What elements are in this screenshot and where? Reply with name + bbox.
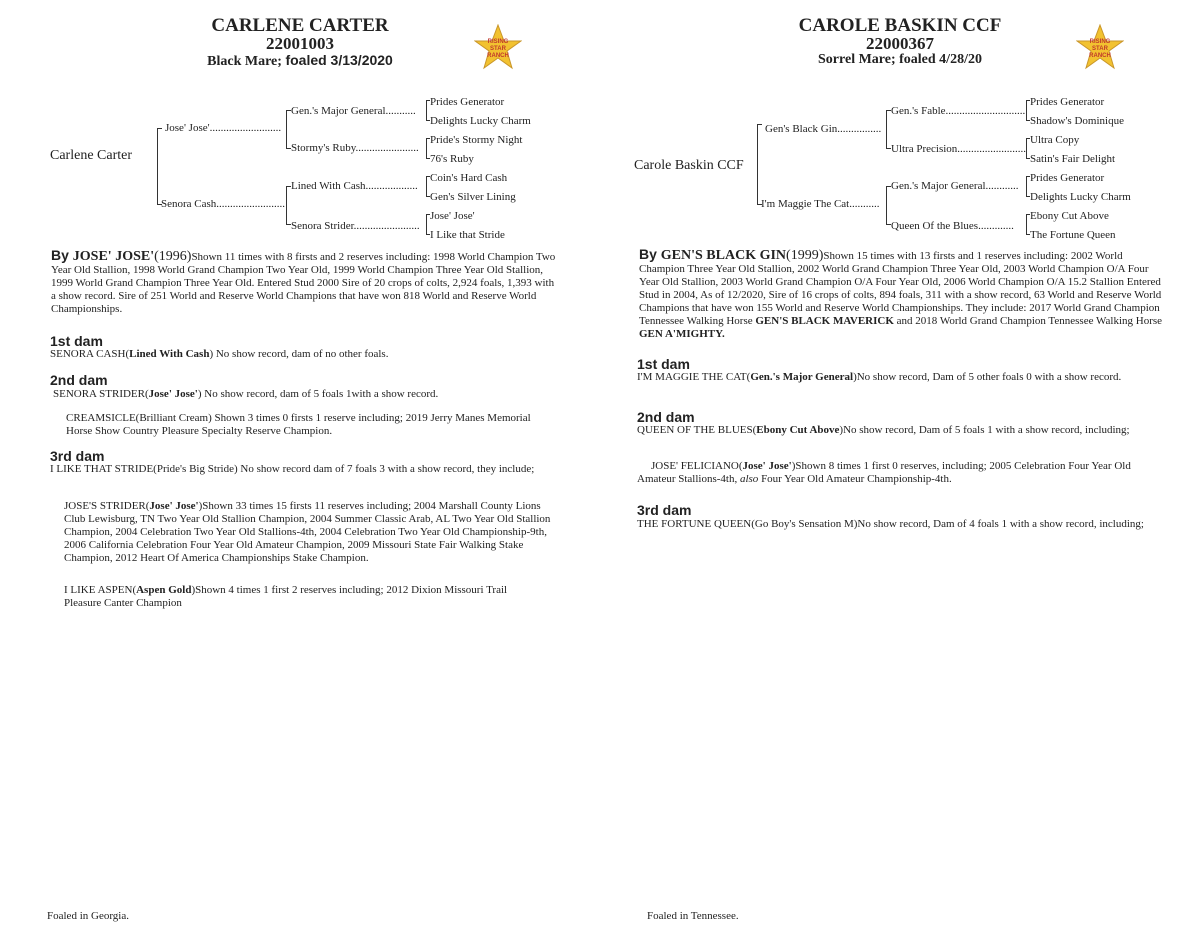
foaled-location: Foaled in Georgia.: [47, 910, 129, 922]
sire-paragraph: By GEN'S BLACK GIN(1999)Shown 15 times with 13 firsts and 1 reserves including: 2002 World Champion Three Year Old Stallion, 2002 World Grand Champion Three Year Old, 2003 World Champion O/A Four Year Old Stallion, 2003 World Grand Champion O/A Four Year Old, 2006 World Champion O/A 15.2 Stallion Entered Stud in 2004, As of 12/2020, Sire of 16 crops of colts, 894 foals, 311 with a show record, 63 World and Reserve World Champions that have won 155 World and Reserve World Championships. They include: 2017 World Grand Champion Tennessee Walking Horse GEN'S BLACK MAVERICK and 2018 World Grand Champion Tennessee Walking Horse GEN A'MIGHTY.: [639, 246, 1163, 340]
pedigree-g3: Delights Lucky Charm: [1030, 191, 1131, 203]
pedigree-g3: Prides Generator: [430, 96, 505, 108]
horse-description: Black Mare; foaled 3/13/2020: [207, 52, 393, 69]
pedigree-sire-dam: Stormy's Ruby.......................: [291, 142, 419, 154]
svg-text:RISING: RISING: [487, 39, 509, 45]
pedigree-sire: Jose' Jose'..........................: [165, 122, 282, 134]
horse-title: CAROLE BASKIN CCF: [798, 15, 1002, 36]
pedigree-g3: Prides Generator: [1030, 96, 1105, 108]
pedigree-g3: Jose' Jose': [430, 210, 475, 222]
pedigree-dam-sire: Gen.'s Major General............: [891, 180, 1019, 192]
pedigree-g3: Coin's Hard Cash: [430, 172, 508, 184]
svg-text:STAR: STAR: [490, 46, 506, 52]
pedigree-g3: Ebony Cut Above: [1030, 210, 1109, 222]
horse-description: Sorrel Mare; foaled 4/28/20: [818, 52, 982, 67]
first-dam-text: I'M MAGGIE THE CAT(Gen.'s Major General)No show record, Dam of 5 other foals 0 with a show record.: [637, 371, 1122, 383]
third-dam-heading: 3rd dam: [50, 448, 105, 464]
pedigree-g3: The Fortune Queen: [1030, 229, 1116, 241]
registration-number: 22000367: [866, 34, 934, 53]
third-dam-text: THE FORTUNE QUEEN(Go Boy's Sensation M)No show record, Dam of 4 foals 1 with a show record, including;: [637, 518, 1144, 530]
second-dam-heading: 2nd dam: [637, 409, 695, 425]
first-dam-heading: 1st dam: [50, 333, 103, 349]
right-page: [600, 0, 1200, 927]
second-dam-produce: JOSE' FELICIANO(Jose' Jose')Shown 8 times 1 first 0 reserves, including; 2005 Celebration Four Year Old Amateur Stallions-4th, also Four Year Old Amateur Championship-4th.: [637, 460, 1131, 485]
svg-text:RANCH: RANCH: [1089, 53, 1111, 59]
rising-star-ranch-logo-icon: [474, 24, 522, 70]
pedigree-dam-dam: Senora Strider........................: [291, 220, 420, 232]
horse-title: CARLENE CARTER: [211, 15, 389, 36]
pedigree-g3: Satin's Fair Delight: [1030, 153, 1116, 165]
pedigree-g3: Prides Generator: [1030, 172, 1105, 184]
pedigree-sire-sire: Gen.'s Fable.............................: [891, 105, 1026, 117]
registration-number: 22001003: [266, 34, 334, 53]
pedigree-g3: I Like that Stride: [430, 229, 505, 241]
pedigree-dam-dam: Queen Of the Blues.............: [891, 220, 1014, 232]
pedigree-subject: Carole Baskin CCF: [634, 158, 744, 173]
pedigree-g3: Delights Lucky Charm: [430, 115, 531, 127]
pedigree-g3: Gen's Silver Lining: [430, 191, 516, 203]
pedigree-subject: Carlene Carter: [50, 148, 133, 163]
svg-text:RISING: RISING: [1089, 39, 1111, 45]
first-dam-heading: 1st dam: [637, 356, 690, 372]
third-dam-heading: 3rd dam: [637, 502, 692, 518]
pedigree-g3: Pride's Stormy Night: [430, 134, 523, 146]
svg-text:RANCH: RANCH: [487, 53, 509, 59]
rising-star-ranch-logo-icon: [1076, 24, 1124, 70]
pedigree-sire-dam: Ultra Precision.........................: [891, 143, 1027, 155]
pedigree-dam: I'm Maggie The Cat...........: [761, 198, 880, 210]
second-dam-text: QUEEN OF THE BLUES(Ebony Cut Above)No show record, Dam of 5 foals 1 with a show record, including;: [637, 424, 1130, 436]
second-dam-produce: CREAMSICLE(Brilliant Cream) Shown 3 times 0 firsts 1 reserve including; 2019 Jerry Manes Memorial Horse Show Country Pleasure Specialty Reserve Champion.: [66, 412, 531, 437]
pedigree-g3: Ultra Copy: [1030, 134, 1080, 146]
third-dam-text: I LIKE THAT STRIDE(Pride's Big Stride) No show record dam of 7 foals 3 with a show record, they include;: [50, 463, 535, 475]
second-dam-heading: 2nd dam: [50, 372, 108, 388]
pedigree-g3: 76's Ruby: [430, 153, 474, 165]
sire-paragraph: By JOSE' JOSE'(1996)Shown 11 times with 8 firsts and 2 reserves including: 1998 World Champion Two Year Old Stallion, 1998 World Grand Champion Two Year Old, 1999 World Champion Three Year Old Stallion, 1999 World Grand Champion Three Year Old. Entered Stud 2000 Sire of 20 crops of colts, 2,924 foals, 1,393 with a show record. Sire of 251 World and Reserve World Champions that have won 818 World and Reserve World Championships.: [51, 247, 556, 315]
third-dam-produce: I LIKE ASPEN(Aspen Gold)Shown 4 times 1 first 2 reserves including; 2012 Dixion Missouri Trail Pleasure Canter Champion: [64, 584, 508, 609]
second-dam-text: SENORA STRIDER(Jose' Jose') No show record, dam of 5 foals 1with a show record.: [53, 388, 439, 400]
pedigree-g3: Shadow's Dominique: [1030, 115, 1124, 127]
pedigree-chart: [600, 92, 1200, 244]
svg-text:STAR: STAR: [1092, 46, 1108, 52]
pedigree-chart: [0, 92, 600, 244]
pedigree-sire: Gen's Black Gin................: [765, 123, 882, 135]
pedigree-dam-sire: Lined With Cash...................: [291, 180, 418, 192]
first-dam-text: SENORA CASH(Lined With Cash) No show record, dam of no other foals.: [50, 348, 389, 360]
third-dam-produce: JOSE'S STRIDER(Jose' Jose')Shown 33 times 15 firsts 11 reserves including; 2004 Marshall County Lions Club Lewisburg, TN Two Year Old Stallion Champion, 2004 Summer Classic Arab, AL Two Year Old Stallion Champion, 2004 Celebration Two Year Old Stallions-4th, 2004 Celebration Two Year Old Championship-9th, 2006 California Celebration Four Year Old Amateur Champion, 2009 Missouri State Fair Walking Stake Champion, 2012 Heart Of America Championships Stake Champion.: [64, 500, 551, 564]
pedigree-sire-sire: Gen.'s Major General...........: [291, 105, 416, 117]
foaled-location: Foaled in Tennessee.: [647, 910, 739, 922]
pedigree-dam: Senora Cash.........................: [161, 198, 286, 210]
